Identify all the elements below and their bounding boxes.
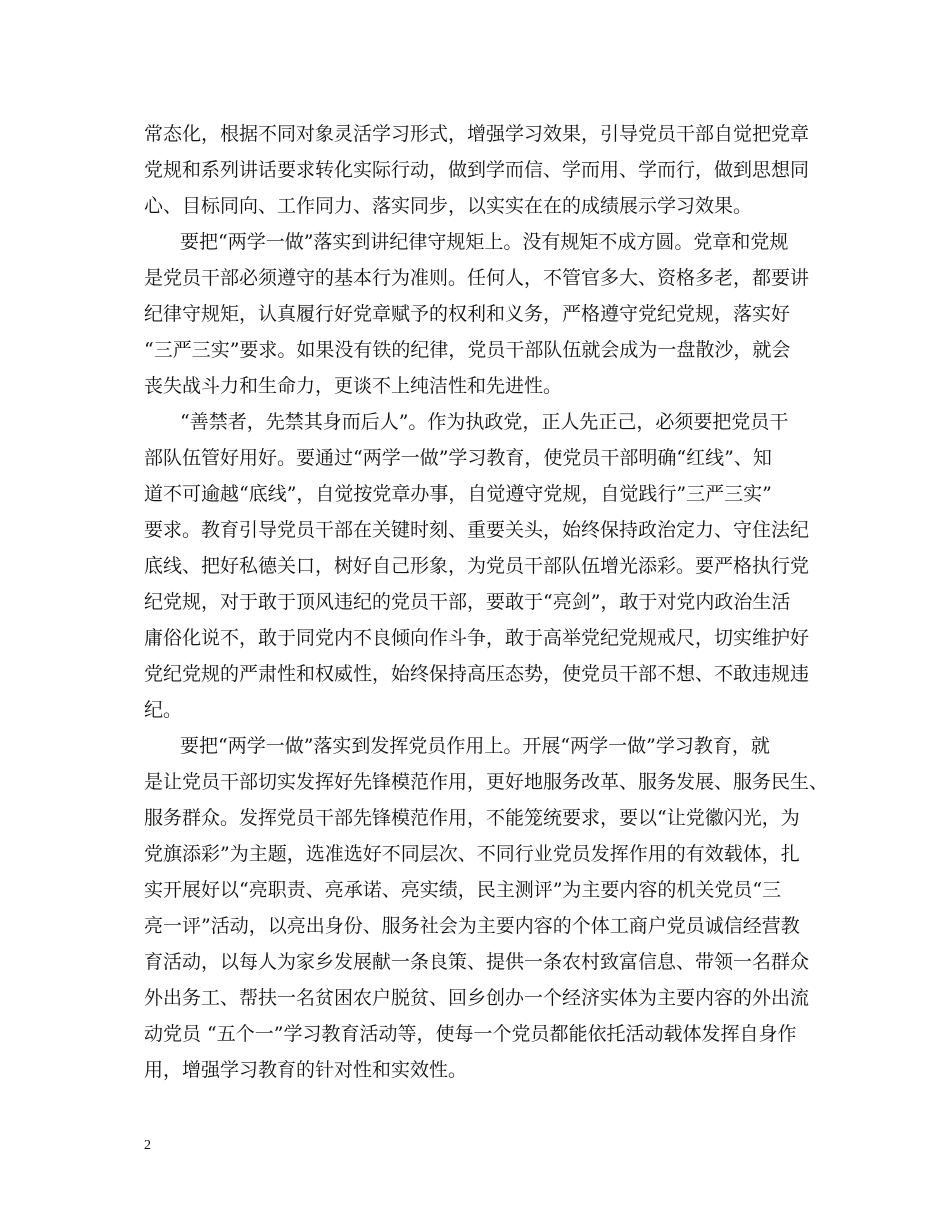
text-line: 庸俗化说不，敢于同党内不良倾向作斗争，敢于高举党纪党规戒尺，切实维护好 [144,627,810,649]
text-line: 实开展好以“亮职责、亮承诺、亮实绩，民主测评”为主要内容的机关党员“三 [144,879,782,901]
text-line: 纪。 [144,699,183,721]
text-line: 部队伍管好用好。要通过“两学一做”学习教育，使党员干部明确“红线”、知 [144,447,772,469]
text-line: 常态化，根据不同对象灵活学习形式，增强学习效果，引导党员干部自觉把党章 [144,123,810,145]
text-line: 服务群众。发挥党员干部先锋模范作用，不能笼统要求，要以“让党徽闪光，为 [144,807,800,829]
text-line: 道不可逾越“底线”，自觉按党章办事，自觉遵守党规，自觉践行”三严三实” [144,483,772,505]
text-line: 党纪党规的严肃性和权威性，始终保持高压态势，使党员干部不想、不敢违规违 [144,663,810,685]
text-line: 是党员干部必须遵守的基本行为准则。任何人，不管官多大、资格多老，都要讲 [144,267,810,289]
text-line: 要求。教育引导党员干部在关键时刻、重要关头，始终保持政治定力、守住法纪 [144,519,810,541]
text-line: 育活动，以每人为家乡发展献一条良策、提供一条农村致富信息、带领一名群众 [144,951,810,973]
text-line: 纪律守规矩，认真履行好党章赋予的权利和义务，严格遵守党纪党规，落实好 [144,303,791,325]
text-line: 党旗添彩”为主题，选准选好不同层次、不同行业党员发挥作用的有效载体，扎 [144,843,800,865]
paragraph-start-line: “善禁者，先禁其身而后人”。作为执政党，正人先正己，必须要把党员干 [180,411,789,433]
paragraph-start-line: 要把“两学一做”落实到讲纪律守规矩上。没有规矩不成方圆。党章和党规 [180,231,789,253]
text-line: 亮一评”活动，以亮出身份、服务社会为主要内容的个体工商户党员诚信经营教 [144,915,800,937]
text-line: 动党员 “五个一”学习教育活动等，使每一个党员都能依托活动载体发挥自身作 [144,1023,797,1045]
text-line: “三严三实”要求。如果没有铁的纪律，党员干部队伍就会成为一盘散沙，就会 [144,339,791,361]
text-line: 是让党员干部切实发挥好先锋模范作用，更好地服务改革、服务发展、服务民生、 [144,771,829,793]
text-line: 纪党规，对于敢于顶风违纪的党员干部，要敢于“亮剑”，敢于对党内政治生活 [144,591,791,613]
text-line: 外出务工、帮扶一名贫困农户脱贫、回乡创办一个经济实体为主要内容的外出流 [144,987,810,1009]
page-number: 2 [144,1138,151,1153]
paragraph-start-line: 要把“两学一做”落实到发挥党员作用上。开展“两学一做”学习教育，就 [180,735,770,757]
text-line: 党规和系列讲话要求转化实际行动，做到学而信、学而用、学而行，做到思想同 [144,159,810,181]
text-line: 用，增强学习教育的针对性和实效性。 [144,1059,468,1081]
text-line: 心、目标同向、工作同力、落实同步，以实实在在的成绩展示学习效果。 [144,195,753,217]
text-line: 底线、把好私德关口，树好自己形象，为党员干部队伍增光添彩。要严格执行党 [144,555,810,577]
text-line: 丧失战斗力和生命力，更谈不上纯洁性和先进性。 [144,375,563,397]
